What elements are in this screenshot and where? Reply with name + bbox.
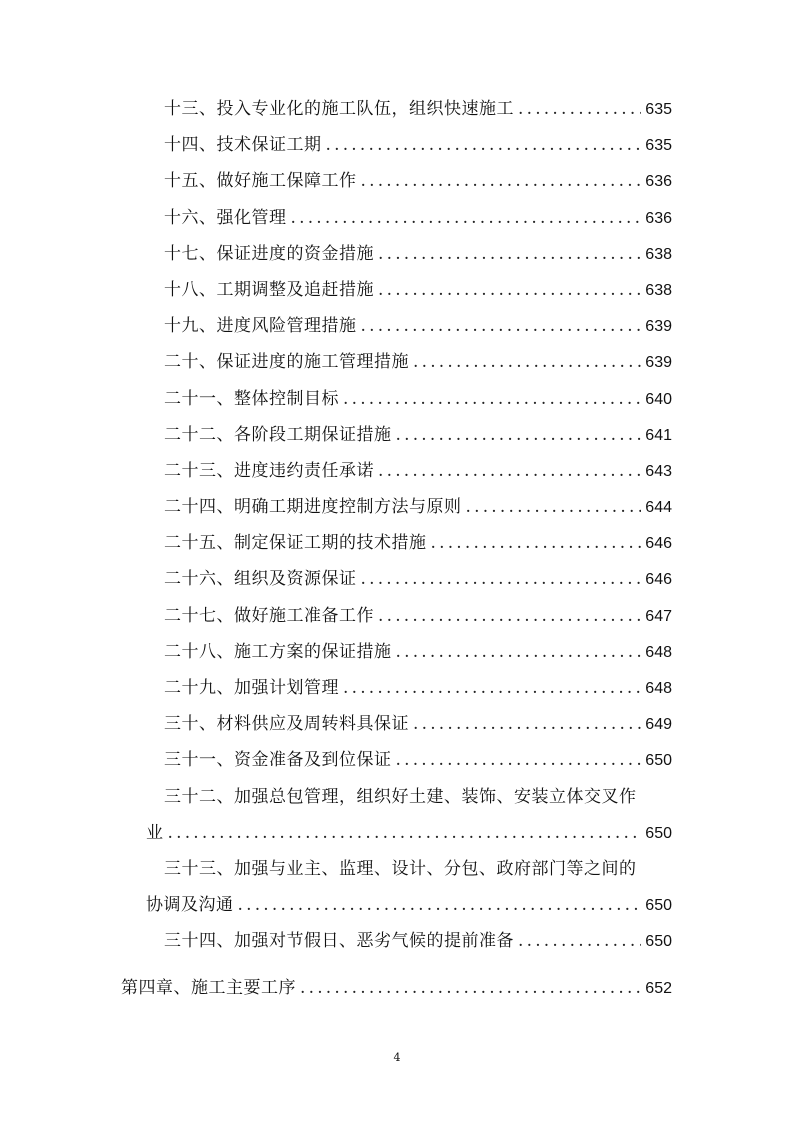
toc-entry[interactable]: [0, 236, 794, 272]
toc-entry-title-line1: 三十三、加强与业主、监理、设计、分包、政府部门等之间的: [164, 858, 637, 879]
toc-entry-page: 640: [645, 390, 672, 408]
leader-dots: [300, 970, 641, 1006]
toc-entry-page: 650: [645, 752, 672, 770]
toc-entry-title: 二十七、做好施工准备工作: [164, 605, 374, 626]
leader-dots: [343, 381, 641, 417]
leader-dots: [413, 706, 641, 742]
toc-entry-title: 十八、工期调整及追赶措施: [164, 279, 374, 300]
leader-dots: [396, 634, 642, 670]
toc-entry-title: 十四、技术保证工期: [164, 135, 322, 156]
toc-entry[interactable]: [0, 489, 794, 525]
toc-chapter-title: 第四章、施工主要工序: [121, 977, 296, 998]
toc-entry-title: 二十二、各阶段工期保证措施: [164, 424, 392, 445]
toc-entry[interactable]: [0, 453, 794, 489]
toc-entry[interactable]: [0, 200, 794, 236]
leader-dots: [361, 308, 642, 344]
leader-dots: [466, 489, 642, 525]
toc-entry-page: 635: [645, 137, 672, 155]
toc-entry-page: 646: [645, 571, 672, 589]
toc-entry[interactable]: [0, 634, 794, 670]
toc-entry-page: 643: [645, 462, 672, 480]
toc-entry[interactable]: [0, 923, 794, 959]
toc-entry-page: 636: [645, 209, 672, 227]
toc-entry-title: 二十八、施工方案的保证措施: [164, 641, 392, 662]
toc-entry-continuation[interactable]: [0, 815, 794, 851]
toc-entry[interactable]: [0, 91, 794, 127]
toc-entry[interactable]: [0, 706, 794, 742]
toc-entry-title: 十九、进度风险管理措施: [164, 316, 357, 337]
toc-chapter-entry[interactable]: [0, 970, 794, 1006]
leader-dots: [343, 670, 641, 706]
toc-entry-continuation[interactable]: [0, 887, 794, 923]
toc-entry[interactable]: [0, 525, 794, 561]
toc-entry-title-line2: 协调及沟通: [146, 895, 234, 916]
toc-entry-title: 二十九、加强计划管理: [164, 678, 339, 698]
toc-entry-page: 639: [645, 318, 672, 336]
toc-entry-page: 650: [645, 897, 672, 915]
toc-entry-page: 635: [645, 101, 672, 118]
toc-entry-page: 648: [645, 680, 672, 697]
toc-entry-title: 二十三、进度违约责任承诺: [164, 460, 374, 481]
toc-entry-title: 三十、材料供应及周转料具保证: [164, 714, 409, 735]
toc-entry[interactable]: [0, 417, 794, 453]
leader-dots: [361, 163, 642, 199]
leader-dots: [413, 344, 641, 380]
toc-entry-page: 636: [645, 173, 672, 191]
toc-entry-page: 644: [645, 499, 672, 517]
leader-dots: [378, 453, 641, 489]
toc-entry-title: 二十、保证进度的施工管理措施: [164, 352, 409, 373]
toc-entry[interactable]: [0, 344, 794, 380]
toc-entry-title-line2: 业: [146, 822, 164, 843]
table-of-contents: [0, 91, 794, 1006]
leader-dots: [396, 742, 642, 778]
toc-entry-title: 三十四、加强对节假日、恶劣气候的提前准备: [164, 931, 514, 952]
toc-entry-page: 646: [645, 535, 672, 553]
toc-entry[interactable]: [0, 561, 794, 597]
leader-dots: [378, 236, 641, 272]
toc-entry-title: 十六、强化管理: [164, 207, 287, 228]
toc-entry-wrapped[interactable]: [0, 851, 794, 887]
toc-entry-title: 二十一、整体控制目标: [164, 388, 339, 409]
toc-entry[interactable]: [0, 670, 794, 706]
toc-chapter-page: 652: [645, 979, 672, 997]
leader-dots: [396, 417, 642, 453]
toc-entry[interactable]: [0, 742, 794, 778]
leader-dots: [378, 598, 641, 634]
toc-entry-page: 649: [645, 716, 672, 734]
leader-dots: [518, 91, 641, 127]
toc-entry-page: 641: [645, 426, 672, 444]
toc-entry-page: 647: [645, 607, 672, 625]
toc-entry-page: 650: [645, 824, 672, 842]
toc-entry-title: 十七、保证进度的资金措施: [164, 243, 374, 264]
leader-dots: [238, 887, 642, 923]
toc-entry-title: 二十五、制定保证工期的技术措施: [164, 533, 427, 554]
leader-dots: [378, 272, 641, 308]
toc-entry-title: 二十六、组织及资源保证: [164, 569, 357, 590]
toc-entry[interactable]: [0, 272, 794, 308]
toc-entry[interactable]: [0, 127, 794, 163]
toc-entry-title: 二十四、明确工期进度控制方法与原则: [164, 497, 462, 518]
leader-dots: [291, 200, 642, 236]
toc-entry[interactable]: [0, 308, 794, 344]
toc-entry-page: 638: [645, 281, 672, 299]
toc-entry-title: 三十一、资金准备及到位保证: [164, 750, 392, 771]
toc-entry[interactable]: [0, 598, 794, 634]
toc-entry-page: 650: [645, 933, 672, 951]
toc-entry[interactable]: [0, 381, 794, 417]
toc-entry-page: 639: [645, 354, 672, 372]
toc-entry[interactable]: [0, 163, 794, 199]
leader-dots: [326, 127, 642, 163]
toc-entry-title: 十五、做好施工保障工作: [164, 171, 357, 192]
toc-entry-title: 十三、投入专业化的施工队伍，组织快速施工: [164, 99, 514, 119]
leader-dots: [431, 525, 642, 561]
leader-dots: [361, 561, 642, 597]
toc-entry-wrapped[interactable]: [0, 779, 794, 815]
page-number: 4: [393, 1051, 401, 1064]
toc-entry-page: 638: [645, 245, 672, 263]
leader-dots: [168, 815, 642, 851]
leader-dots: [518, 923, 641, 959]
toc-entry-title-line1: 三十二、加强总包管理，组织好土建、装饰、安装立体交叉作: [164, 786, 637, 807]
toc-entry-page: 648: [645, 643, 672, 661]
